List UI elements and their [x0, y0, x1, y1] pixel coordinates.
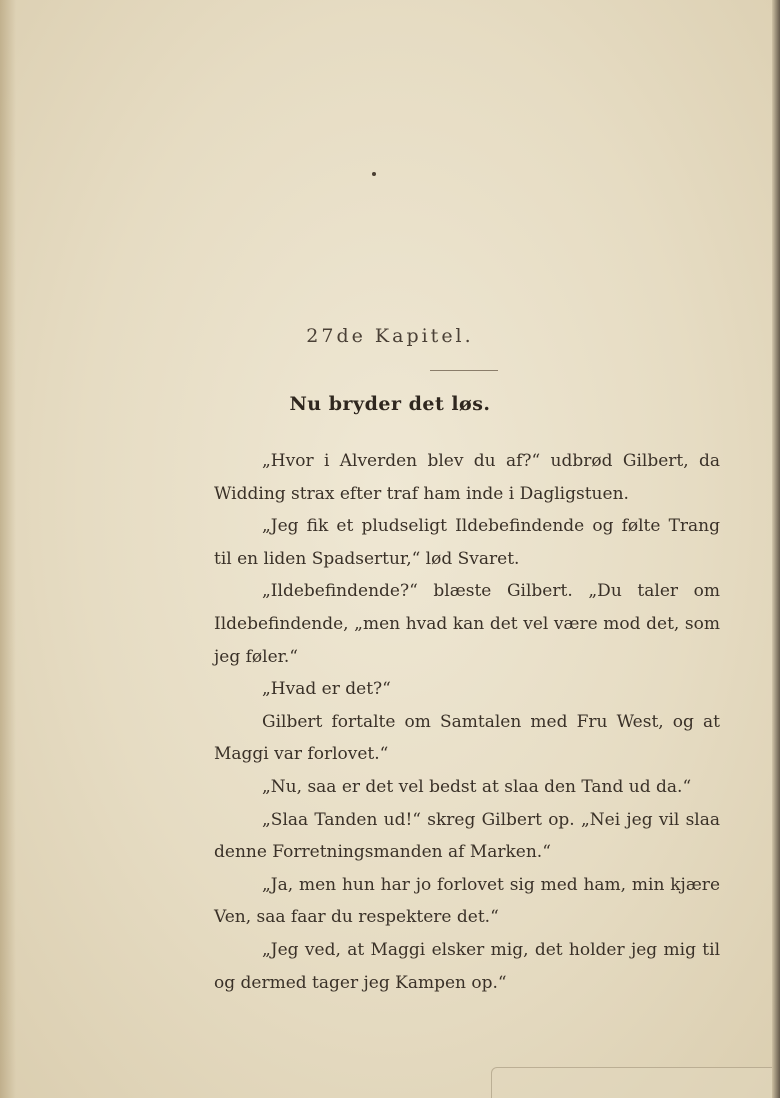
chapter-title: Nu bryder det løs. — [289, 393, 491, 415]
paragraph: „Jeg ved, at Maggi elsker mig, det holder jeg mig til og dermed tager jeg Kampen op.“ — [214, 939, 720, 993]
heading-rule — [430, 370, 498, 371]
paragraph: „Hvad er det?“ — [262, 679, 391, 700]
paragraph: „Ja, men hun har jo forlovet sig med ham, min kjære Ven, saa faar du respektere det.“ — [214, 874, 720, 928]
body-text — [214, 445, 720, 999]
paragraph: Gilbert fortalte om Samtalen med Fru West, og at Maggi var forlovet.“ — [214, 711, 720, 765]
paragraph: „Nu, saa er det vel bedst at slaa den Tand ud da.“ — [262, 776, 692, 797]
page-corner — [491, 1067, 772, 1098]
chapter-heading: 27de Kapitel. — [306, 325, 474, 347]
paragraph: „Slaa Tanden ud!“ skreg Gilbert op. „Nei jeg vil slaa denne Forretningsmanden af Marken.“ — [214, 809, 720, 863]
page-edge-left — [0, 0, 16, 1098]
ink-speck — [372, 172, 376, 176]
paragraph: „Jeg fik et pludseligt Ildebefindende og følte Trang til en liden Spadsertur,“ lød Svaret. — [214, 516, 720, 569]
paragraph: „Ildebefindende?“ blæste Gilbert. „Du taler om Ildebefindende, „men hvad kan det vel være mod det, som jeg føler.“ — [214, 581, 720, 667]
paragraph: „Hvor i Alverden blev du af?“ udbrød Gilbert, da Widding strax efter traf ham inde i Dagligstuen. — [214, 451, 720, 504]
page-edge-right — [772, 0, 780, 1098]
